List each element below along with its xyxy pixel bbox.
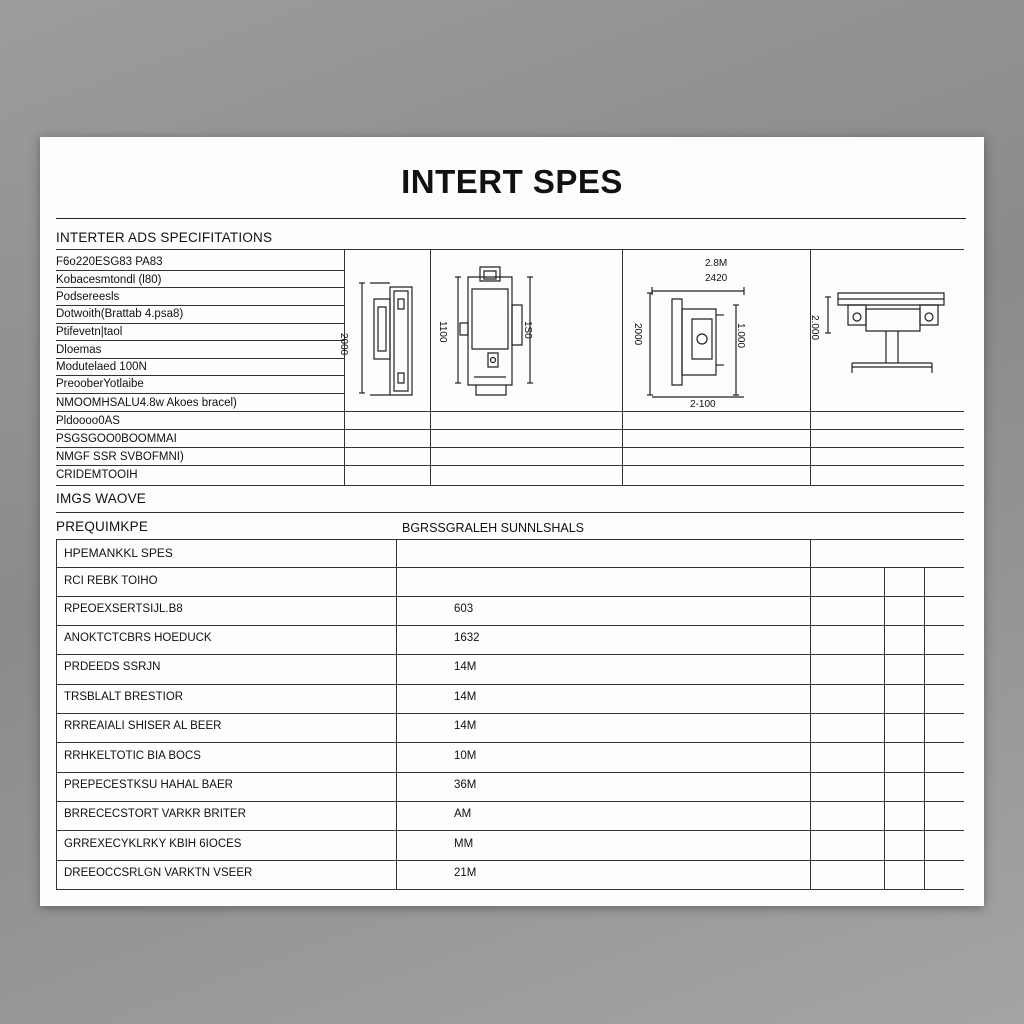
row-divider (56, 358, 344, 359)
spec-row-label: NMGF SSR SVBOFMNI) (56, 451, 184, 463)
spec-row-label: Dloemas (56, 344, 102, 356)
performance-row-value: MM (454, 838, 474, 850)
section-divider (56, 512, 964, 513)
enclosure-side-icon (640, 285, 750, 403)
inverter-module-icon (450, 265, 590, 405)
column-divider (810, 539, 811, 889)
spec-row-label: PreooberYotlaibe (56, 378, 144, 390)
row-divider (56, 393, 344, 394)
spec-sheet (40, 137, 984, 906)
performance-row-value: 14M (454, 661, 477, 673)
spec-row-label: Pldoooo0AS (56, 415, 120, 427)
row-divider (56, 411, 964, 412)
row-divider (56, 830, 964, 831)
spec-row-label: Dotwoith(Brattab 4.psa8) (56, 308, 184, 320)
spec-row-label: Podsereesls (56, 291, 120, 303)
specs-heading: INTERTER ADS SPECIFITATIONS (56, 230, 273, 245)
performance-row-label: RPEOEXSERTSIJL.B8 (64, 603, 183, 615)
column-divider (344, 249, 345, 485)
performance-row-label: RCI REBK TOIHO (64, 575, 158, 587)
performance-subheader: HPEMANKKL SPES (64, 546, 173, 560)
performance-row-label: DREEOCCSRLGN VARKTN VSEER (64, 867, 253, 879)
row-divider (56, 742, 964, 743)
performance-row-value: 14M (454, 720, 477, 732)
performance-row-value: 10M (454, 750, 477, 762)
column-divider (622, 249, 623, 485)
row-divider (56, 447, 964, 448)
performance-row-label: TRSBLALT BRESTIOR (64, 691, 184, 703)
row-divider (56, 860, 964, 861)
spec-row-label: CRIDEMTOOIH (56, 469, 138, 481)
row-divider (56, 375, 344, 376)
performance-row-label: GRREXECYKLRKY KBIH 6IOCES (64, 838, 242, 850)
images-label: IMGS WAOVE (56, 491, 147, 506)
row-divider (56, 340, 344, 341)
performance-row-value: AM (454, 808, 472, 820)
specs-table-top-border (56, 249, 964, 250)
performance-row-value: 603 (454, 603, 474, 615)
dimension-label: 2420 (705, 273, 728, 284)
spec-row-label: F6o220ESG83 PA83 (56, 256, 163, 268)
performance-table-bottom-border (56, 889, 964, 890)
column-divider (884, 567, 885, 889)
column-divider (396, 539, 397, 889)
specs-table-bottom-border (56, 485, 964, 486)
row-divider (56, 270, 344, 271)
row-divider (56, 625, 964, 626)
performance-row-label: RRHKELTOTIC BIA BOCS (64, 750, 201, 762)
performance-header-right: BGRSSGRALEH SUNNLSHALS (402, 521, 585, 535)
spec-row-label: Ptifevetn|taol (56, 326, 123, 338)
row-divider (56, 465, 964, 466)
row-divider (56, 287, 344, 288)
column-divider (430, 249, 431, 485)
spec-row-label: PSGSGOO0BOOMMAI (56, 433, 177, 445)
column-divider (56, 539, 57, 889)
column-divider (810, 249, 811, 485)
column-divider (924, 567, 925, 889)
performance-row-label: RRREAIALI SHISER AL BEER (64, 720, 222, 732)
row-divider (56, 654, 964, 655)
spec-row-label: NMOOMHSALU4.8w Akoes bracel) (56, 397, 237, 409)
row-divider (56, 429, 964, 430)
dimension-label: 2000 (632, 323, 643, 346)
title-divider (56, 218, 966, 219)
performance-row-label: ANOKTCTCBRS HOEDUCK (64, 632, 212, 644)
dimension-label: 1100 (437, 321, 448, 343)
performance-row-value: 21M (454, 867, 477, 879)
performance-row-label: PREPECESTKSU HAHAL BAER (64, 779, 233, 791)
rail-clamp-icon (820, 287, 960, 387)
performance-row-label: PRDEEDS SSRJN (64, 661, 161, 673)
dimension-label: 2.000 (809, 315, 820, 341)
performance-table-top-border (56, 539, 964, 540)
dimension-label: 2-100 (690, 399, 716, 410)
performance-row-value: 1632 (454, 632, 480, 644)
mounting-bracket-icon (350, 277, 428, 402)
row-divider (56, 772, 964, 773)
row-divider (56, 684, 964, 685)
row-divider (56, 713, 964, 714)
performance-row-value: 14M (454, 691, 477, 703)
performance-row-value: 36M (454, 779, 477, 791)
row-divider (56, 801, 964, 802)
dimension-label: 1.000 (735, 323, 746, 349)
row-divider (56, 323, 344, 324)
row-divider (56, 596, 964, 597)
dimension-label: 1S0 (522, 321, 533, 339)
performance-header-left: PREQUIMKPE (56, 519, 149, 534)
dimension-label: 2.8M (705, 258, 728, 269)
spec-row-label: Modutelaed 100N (56, 361, 147, 373)
document-title: INTERT SPES (401, 163, 623, 200)
performance-row-label: BRRECECSTORT VARKR BRITER (64, 808, 246, 820)
row-divider (56, 305, 344, 306)
spec-row-label: Kobacesmtondl (l80) (56, 274, 162, 286)
row-divider (56, 567, 964, 568)
dimension-label: 2000 (338, 333, 349, 356)
